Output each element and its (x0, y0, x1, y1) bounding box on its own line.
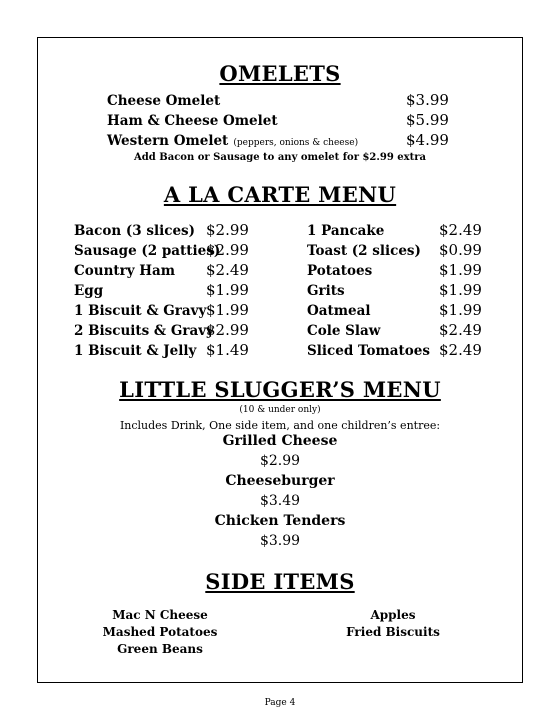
ala-carte-item-price: $2.49 (439, 221, 482, 239)
ala-carte-item (307, 280, 345, 300)
omelet-item-name: Western Omelet (107, 133, 229, 149)
ala-carte-item-price: $1.99 (439, 301, 482, 319)
omelet-item-name: Cheese Omelet (107, 93, 221, 109)
ala-carte-item-name: Cole Slaw (307, 323, 381, 339)
kids-item-name: Cheeseburger (225, 473, 335, 489)
omelet-item-price: $4.99 (406, 131, 449, 149)
omelet-item-price: $5.99 (406, 111, 449, 129)
ala-carte-item-price: $2.99 (206, 321, 249, 339)
kids-item-price: $3.99 (259, 533, 301, 549)
ala-carte-item-name: 1 Pancake (307, 223, 385, 239)
ala-carte-item-price: $1.99 (206, 301, 249, 319)
ala-carte-item-name: Oatmeal (307, 303, 371, 319)
ala-carte-item-price: $2.49 (439, 341, 482, 359)
omelet-extra-note: Add Bacon or Sausage to any omelet for $2.99 extra (134, 152, 426, 163)
ala-carte-item (307, 320, 380, 340)
ala-carte-item (307, 220, 384, 240)
side-item: Mashed Potatoes (102, 625, 218, 639)
ala-carte-item (307, 300, 371, 320)
kids-item-price: $3.49 (259, 493, 301, 509)
side-items-heading: SIDE ITEMS (205, 569, 355, 594)
ala-carte-item-price: $2.49 (206, 261, 249, 279)
little-slugger-age-note: (10 & under only) (239, 405, 321, 415)
ala-carte-heading: A LA CARTE MENU (163, 182, 397, 207)
ala-carte-item (74, 260, 175, 280)
side-item: Mac N Cheese (112, 608, 208, 622)
ala-carte-item-name: Egg (74, 283, 104, 299)
kids-item-name: Grilled Cheese (222, 433, 338, 449)
ala-carte-item-name: Country Ham (74, 263, 176, 279)
ala-carte-item-name: Sausage (2 patties) (74, 243, 221, 259)
ala-carte-item-name: 1 Biscuit & Jelly (74, 343, 197, 359)
ala-carte-item-price: $2.49 (439, 321, 482, 339)
side-item: Green Beans (117, 642, 203, 656)
omelet-item (107, 90, 220, 110)
ala-carte-item-price: $2.99 (206, 241, 249, 259)
little-slugger-includes-note: Includes Drink, One side item, and one children’s entree: (119, 419, 441, 432)
ala-carte-item (74, 340, 196, 360)
ala-carte-item-price: $0.99 (439, 241, 482, 259)
kids-item-price: $2.99 (259, 453, 301, 469)
ala-carte-item (307, 260, 372, 280)
omelet-item-detail: (peppers, onions & cheese) (233, 138, 359, 148)
ala-carte-item-price: $1.99 (206, 281, 249, 299)
ala-carte-item-name: Sliced Tomatoes (307, 343, 430, 359)
ala-carte-item-price: $2.99 (206, 221, 249, 239)
ala-carte-item-name: 1 Biscuit & Gravy (74, 303, 207, 319)
little-slugger-heading: LITTLE SLUGGER’S MENU (119, 377, 441, 402)
ala-carte-item-price: $1.99 (439, 281, 482, 299)
ala-carte-item (307, 340, 430, 360)
omelet-item (107, 130, 358, 150)
omelets-heading: OMELETS (219, 61, 341, 86)
ala-carte-item-price: $1.99 (439, 261, 482, 279)
ala-carte-item-name: Toast (2 slices) (307, 243, 421, 259)
ala-carte-item-name: Bacon (3 slices) (74, 223, 196, 239)
omelet-item (107, 110, 278, 130)
ala-carte-item (74, 280, 103, 300)
ala-carte-item-name: 2 Biscuits & Gravy (74, 323, 214, 339)
kids-item-name: Chicken Tenders (214, 513, 346, 529)
ala-carte-item (74, 240, 220, 260)
ala-carte-item-name: Potatoes (307, 263, 373, 279)
ala-carte-item (74, 220, 195, 240)
ala-carte-item (307, 240, 421, 260)
ala-carte-item-price: $1.49 (206, 341, 249, 359)
omelet-item-price: $3.99 (406, 91, 449, 109)
side-item: Apples (370, 608, 416, 622)
side-item: Fried Biscuits (346, 625, 440, 639)
ala-carte-item (74, 300, 206, 320)
ala-carte-item-name: Grits (307, 283, 345, 299)
page-number: Page 4 (264, 698, 296, 708)
ala-carte-item (74, 320, 214, 340)
omelet-item-name: Ham & Cheese Omelet (107, 113, 278, 129)
